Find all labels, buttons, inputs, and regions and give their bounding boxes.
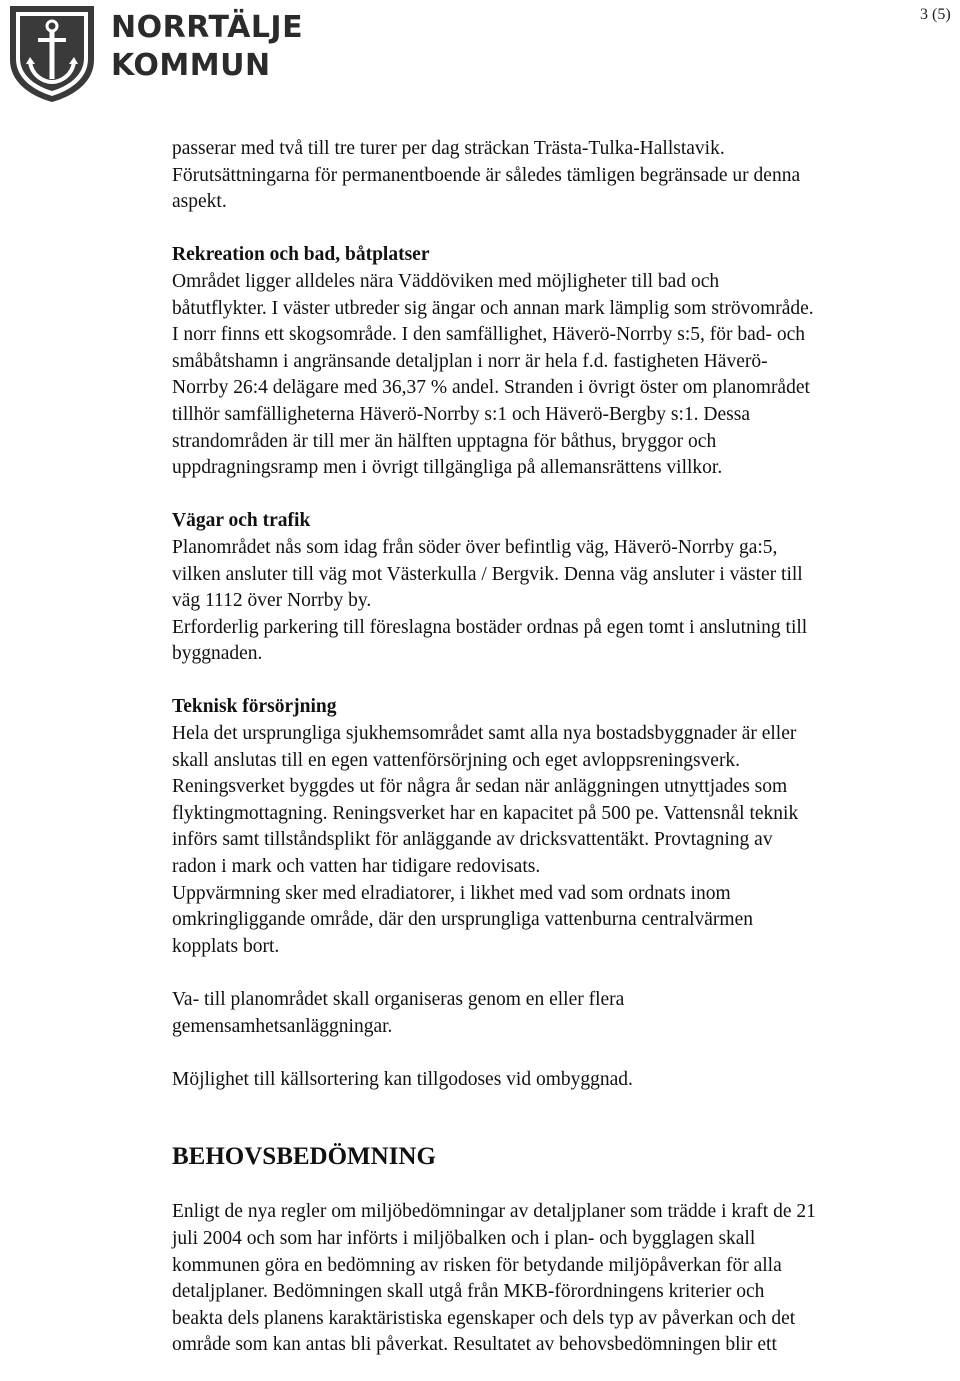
- section-heading-vagar: Vägar och trafik: [172, 510, 311, 532]
- page-number: 3 (5): [920, 6, 951, 23]
- body-line: juli 2004 och som har införts i miljöbalken och i plan- och bygglagen skall: [172, 1227, 756, 1249]
- body-line: område som kan antas bli påverkat. Resultatet av behovsbedömningen blir ett: [172, 1334, 777, 1356]
- body-line: flyktingmottagning. Reningsverket har en kapacitet på 500 pe. Vattensnål teknik: [172, 802, 799, 824]
- body-line: Planområdet nås som idag från söder över befintlig väg, Häverö-Norrby ga:5,: [172, 536, 778, 558]
- intro-line: passerar med två till tre turer per dag sträckan Trästa-Tulka-Hallstavik.: [172, 138, 725, 159]
- body-line: Enligt de nya regler om miljöbedömningar av detaljplaner som trädde i kraft de 21: [172, 1201, 816, 1223]
- body-line: Möjlighet till källsortering kan tillgodoses vid ombyggnad.: [172, 1068, 633, 1090]
- body-line: byggnaden.: [172, 643, 263, 665]
- logo-text-line1: NORRTÄLJE: [111, 10, 304, 45]
- document-body: [172, 136, 932, 1359]
- body-line: Reningsverket byggdes ut för några år sedan när anläggningen utnyttjades som: [172, 776, 788, 798]
- body-line: Hela det ursprungliga sjukhemsområdet samt alla nya bostadsbyggnader är eller: [172, 723, 797, 745]
- body-line: tillhör samfälligheterna Häverö-Norrby s:1 och Häverö-Bergby s:1. Dessa: [172, 403, 750, 425]
- body-line: Området ligger alldeles nära Väddöviken med möjligheter till bad och: [172, 270, 720, 292]
- section-heading-teknisk: Teknisk försörjning: [172, 696, 337, 718]
- body-line: Uppvärmning sker med elradiatorer, i likhet med vad som ordnats inom: [172, 882, 731, 904]
- body-line: radon i mark och vatten har tidigare redovisats.: [172, 856, 541, 878]
- body-line: beakta dels planens karaktäristiska egenskaper och dels typ av påverkan och det: [172, 1307, 796, 1329]
- body-line: småbåtshamn i angränsande detaljplan i norr är hela f.d. fastigheten Häverö-: [172, 350, 768, 372]
- body-line: gemensamhetsanläggningar.: [172, 1015, 393, 1037]
- body-line: skall anslutas till en egen vattenförsörjning och eget avloppsreningsverk.: [172, 749, 741, 771]
- intro-line: Förutsättningarna för permanentboende är således tämligen begränsade ur denna: [172, 164, 801, 186]
- body-line: Erforderlig parkering till föreslagna bostäder ordnas på egen tomt i anslutning till: [172, 616, 808, 638]
- body-line: omkringliggande område, där den ursprungliga vattenburna centralvärmen: [172, 909, 754, 931]
- body-line: I norr finns ett skogsområde. I den samfällighet, Häverö-Norrby s:5, för bad- och: [172, 324, 806, 346]
- section-heading-rekreation: Rekreation och bad, båtplatser: [172, 244, 430, 266]
- body-line: detaljplaner. Bedömningen skall utgå från MKB-förordningens kriterier och: [172, 1281, 765, 1303]
- body-line: kopplats bort.: [172, 935, 280, 957]
- logo-text-line2: KOMMUN: [111, 48, 271, 83]
- body-line: Norrby 26:4 delägare med 36,37 % andel. Stranden i övrigt öster om planområdet: [172, 377, 810, 399]
- body-line: strandområden är till mer än hälften upptagna för båthus, bryggor och: [172, 430, 717, 452]
- body-line: väg 1112 över Norrby by.: [172, 590, 372, 612]
- body-line: vilken ansluter till väg mot Västerkulla / Bergvik. Denna väg ansluter i väster till: [172, 563, 803, 585]
- body-line: Va- till planområdet skall organiseras genom en eller flera: [172, 989, 625, 1010]
- body-line: kommunen göra en bedömning av risken för betydande miljöpåverkan för alla: [172, 1254, 782, 1276]
- intro-line: aspekt.: [172, 191, 227, 213]
- body-line: införs samt tillståndsplikt för anläggande av dricksvattentäkt. Provtagning av: [172, 829, 773, 851]
- body-line: uppdragningsramp men i övrigt tillgängliga på allemansrättens villkor.: [172, 457, 723, 479]
- coat-of-arms-icon: [4, 2, 100, 104]
- major-heading-behovsbedomning: BEHOVSBEDÖMNING: [172, 1143, 436, 1171]
- municipality-logo: [4, 2, 304, 102]
- body-line: båtutflykter. I väster utbreder sig ängar och annan mark lämplig som strövområde.: [172, 297, 814, 319]
